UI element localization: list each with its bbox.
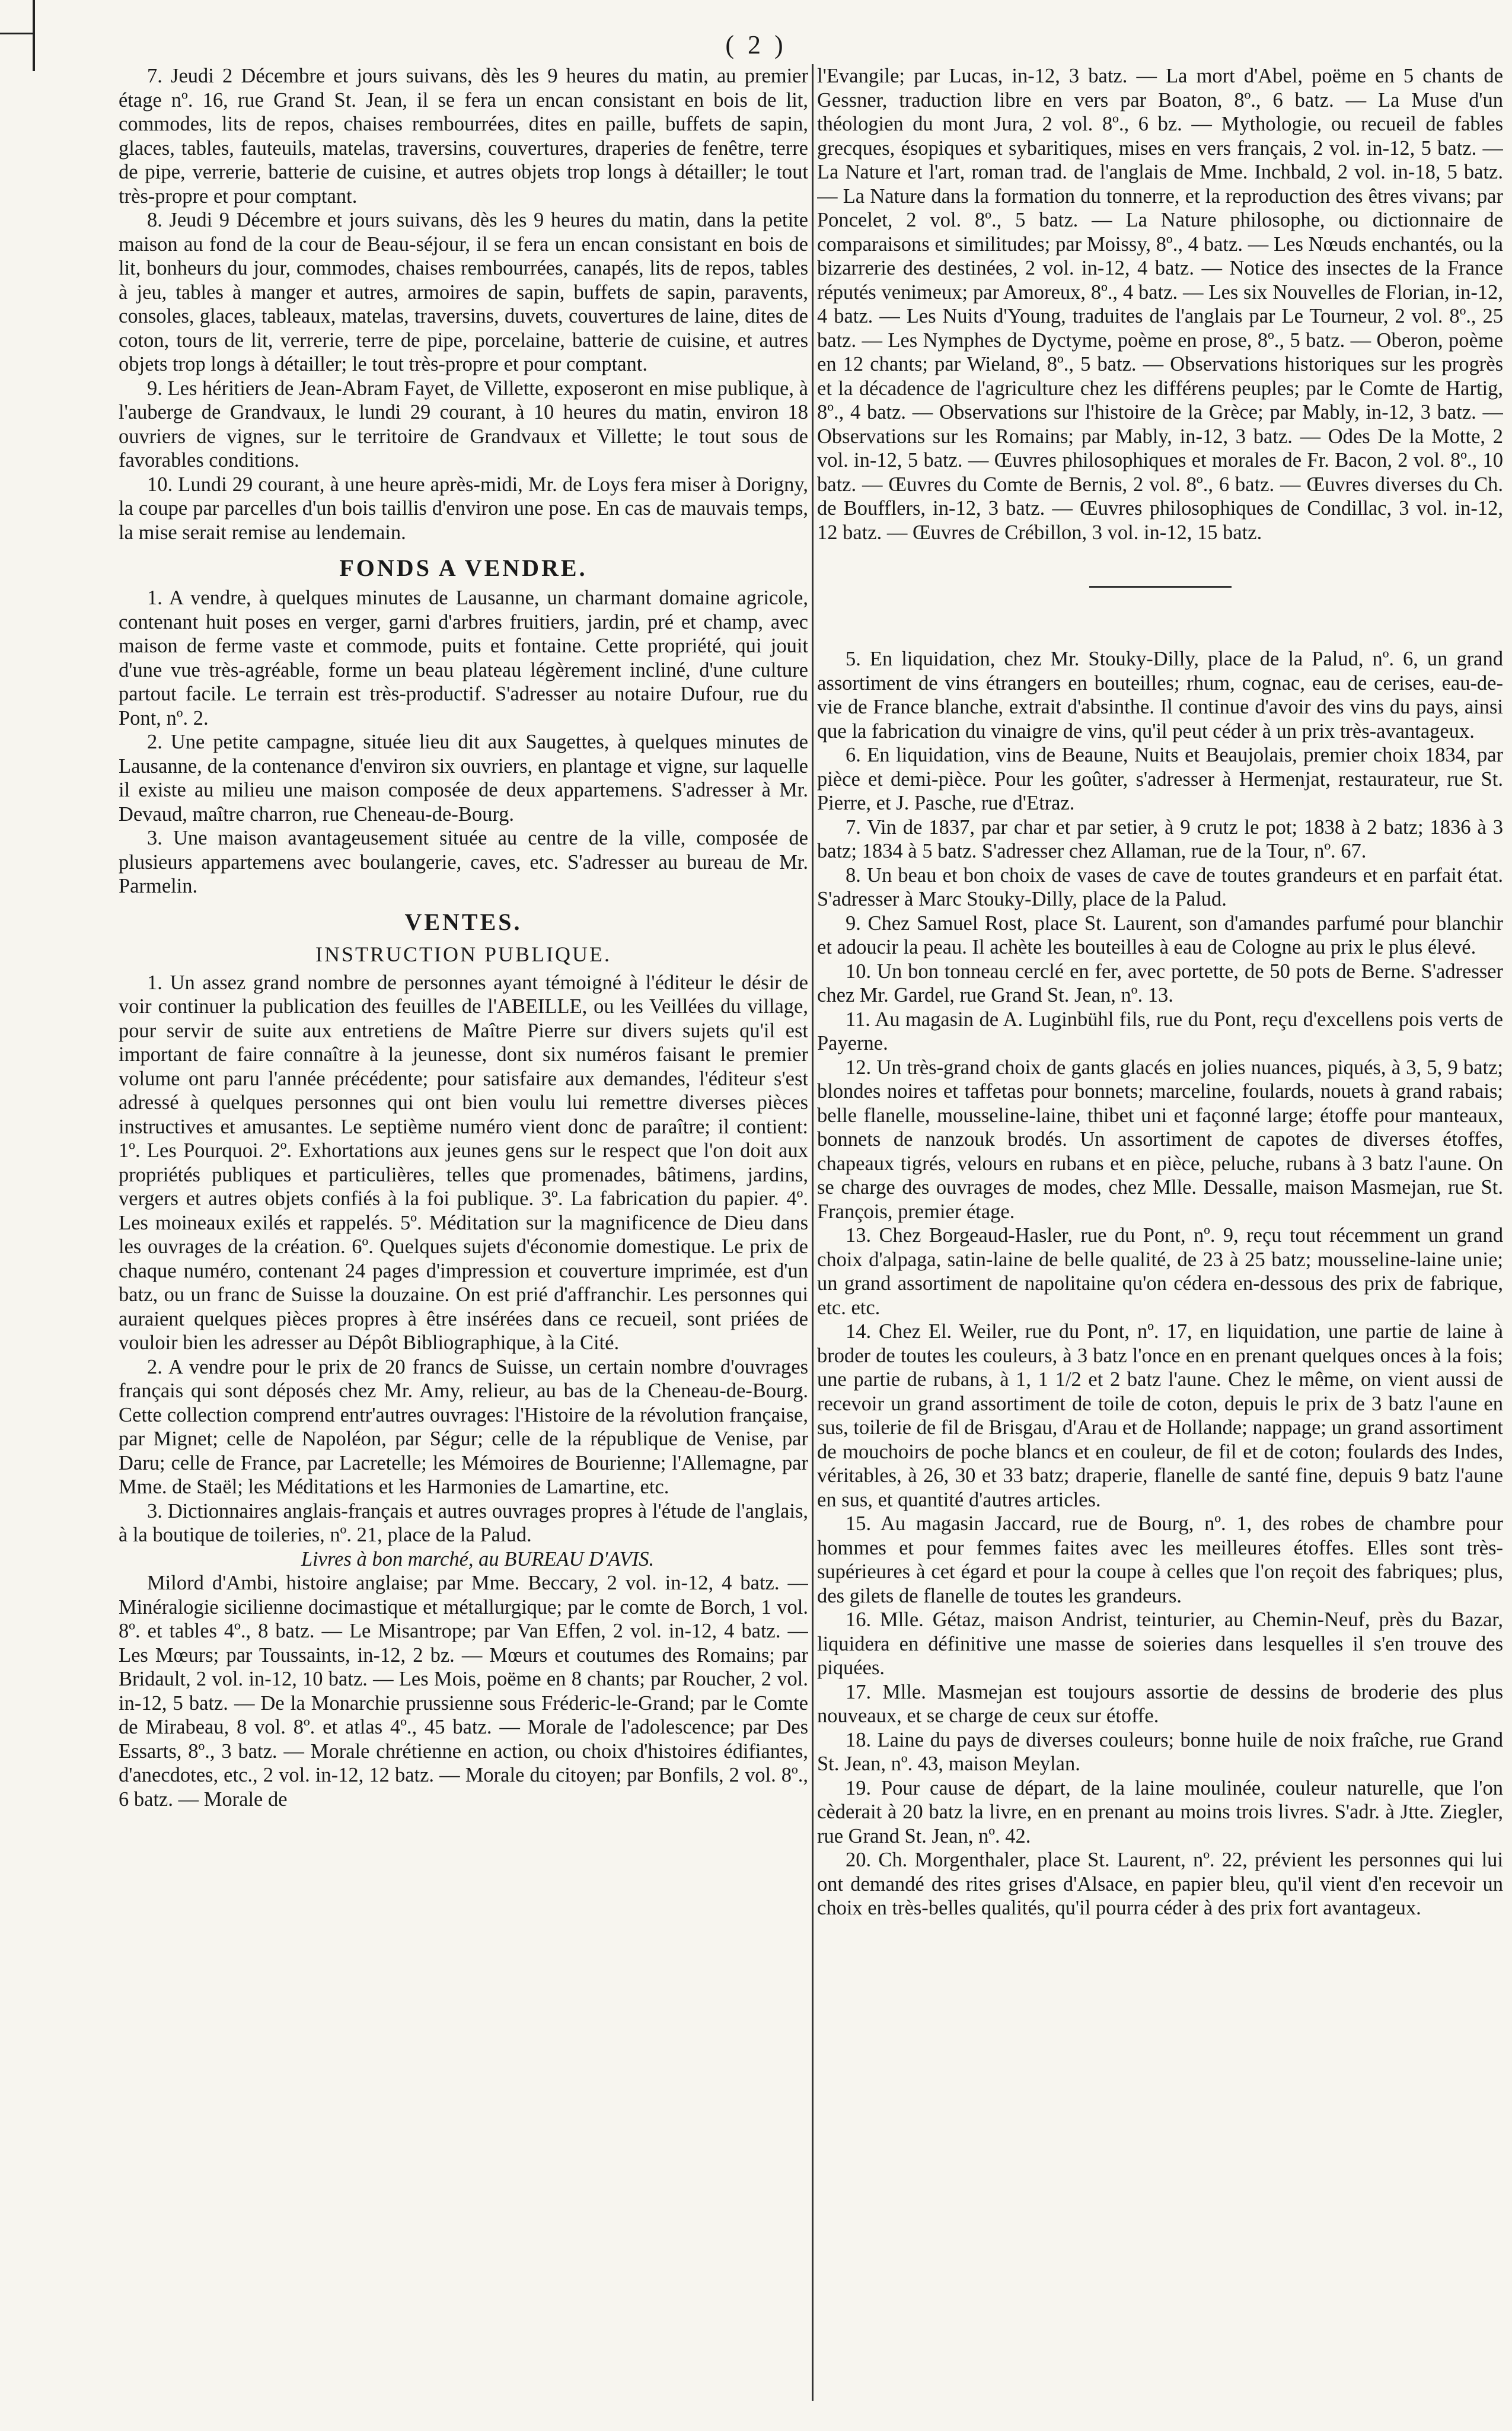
section-heading-ventes: VENTES.	[404, 908, 522, 935]
vente-16: 16. Mlle. Gétaz, maison Andrist, teinturier, au Chemin-Neuf, près du Bazar, liquidera en définitive une masse de soieries dans lesquelles il s'en trouve des piquées.	[817, 1608, 1503, 1679]
vente-11: 11. Au magasin de A. Luginbühl fils, rue du Pont, reçu d'excellens pois verts de Payerne.	[817, 1008, 1503, 1054]
notice-7: 7. Jeudi 2 Décembre et jours suivans, dès les 9 heures du matin, au premier étage nº. 16, rue Grand St. Jean, il se fera un encan consistant en bois de lit, commodes, lits de repos, chaises rembourrées, dites en paille, buffets de sapin, glaces, tables, fauteuils, matelas, traversins, couvertures, draperies de fenêtre, terre de pipe, verrerie, batterie de cuisine, et autres objets trop longs à détailler; le tout très-propre et pour comptant.	[119, 65, 808, 208]
fonds-2: 2. Une petite campagne, située lieu dit aux Saugettes, à quelques minutes de Lausanne, de la contenance d'environ six ouvriers, en plantage et vigne, sur laquelle il existe au milieu une maison composée de deux appartemens. S'adresser à Mr. Devaud, maître charron, rue Cheneau-de-Bourg.	[119, 731, 808, 826]
vente-20: 20. Ch. Morgenthaler, place St. Laurent, nº. 22, prévient les personnes qui lui ont demandé des rites grises d'Alsace, en papier bleu, qu'il vient d'en recevoir un choix en très-belles qualités, qu'il pourra céder à des prix fort avantageux.	[817, 1849, 1503, 1919]
vente-12: 12. Un très-grand choix de gants glacés en jolies nuances, piqués, à 3, 5, 9 batz; blondes noires et taffetas pour bonnets; marceline, foulards, nouets à grand rabais; belle flanelle, mousseline-laine, thibet uni et façonné large; étoffe pour manteaux, bonnets de nanzouk brodés. Un assortiment de capotes de diverses étoffes, chapeaux tigrés, velours en rubans et en pièce, peluche, rubans à 3 batz l'aune. On se charge des ouvrages de modes, chez Mlle. Dessalle, maison Masmejan, rue St. François, premier étage.	[817, 1056, 1503, 1223]
notice-9: 9. Les héritiers de Jean-Abram Fayet, de Villette, exposeront en mise publique, à l'auberge de Grandvaux, le lundi 29 courant, à 10 heures du matin, environ 18 ouvriers de vignes, sur le territoire de Grandvaux et Villette; le tout sous de favorables conditions.	[119, 377, 808, 471]
vente-8: 8. Un beau et bon choix de vases de cave de toutes grandeurs et en parfait état. S'adresser à Marc Stouky-Dilly, place de la Palud.	[817, 864, 1503, 910]
livres-heading: Livres à bon marché, au BUREAU D'AVIS.	[301, 1547, 655, 1570]
vente-13: 13. Chez Borgeaud-Hasler, rue du Pont, nº. 9, reçu tout récemment un grand choix d'alpaga, satin-laine de belle qualité, de 23 à 25 batz; mousseline-laine unie; un grand assortiment de napolitaine qu'on cédera en-dessous des prix de fabrique, etc. etc.	[817, 1224, 1503, 1319]
column-divider	[812, 64, 814, 2401]
vente-5: 5. En liquidation, chez Mr. Stouky-Dilly, place de la Palud, nº. 6, un grand assortiment de vins étrangers en bouteilles; rhum, cognac, eau de cerises, eau-de-vie de France blanche, extrait d'absinthe. Il continue d'avoir des vins du pays, ainsi que la fabrication du vinaigre de vins, qu'il peut céder à un prix très-avantageux.	[817, 648, 1503, 743]
notice-8: 8. Jeudi 9 Décembre et jours suivans, dès les 9 heures du matin, dans la petite maison au fond de la cour de Beau-séjour, il se fera un encan consistant en bois de lit, bonheurs du jour, commodes, chaises rembourrées, canapés, lits de repos, tables à jeu, tables à manger et autres, armoires de sapin, buffets de sapin, paravents, consoles, glaces, tableaux, matelas, traversins, duvets, couvertures de laine, dites de coton, tours de lit, verrerie, terre de pipe, porcelaine, batterie de cuisine, et autres objets trop longs à détailler; le tout très-propre et pour comptant.	[119, 209, 808, 375]
subheading-instruction: INSTRUCTION PUBLIQUE.	[315, 942, 611, 966]
left-column	[119, 64, 808, 2407]
section-heading-fonds: FONDS A VENDRE.	[339, 555, 588, 581]
right-column	[817, 64, 1503, 2407]
vente-7: 7. Vin de 1837, par char et par setier, à 9 crutz le pot; 1838 à 2 batz; 1836 à 3 batz; 1834 à 5 batz. S'adresser chez Allaman, rue de la Tour, nº. 67.	[817, 815, 1503, 862]
vente-10: 10. Un bon tonneau cerclé en fer, avec portette, de 50 pots de Berne. S'adresser chez Mr. Gardel, rue Grand St. Jean, nº. 13.	[817, 960, 1503, 1006]
scan-corner-mark	[0, 0, 35, 71]
ventes-1: 1. Un assez grand nombre de personnes ayant témoigné à l'éditeur le désir de voir continuer la publication des feuilles de l'ABEILLE, ou les Veillées du village, pour servir de suite aux entretiens de Maître Pierre sur divers sujets qu'il est important de faire connaître à la jeunesse, dont six numéros faisant le premier volume ont paru l'année précédente; pour satisfaire aux demandes, l'éditeur s'est adressé à quelques personnes qui ont bien voulu lui remettre diverses pièces instructives et amusantes. Le septième numéro vient donc de paraître; il contient: 1º. Les Pourquoi. 2º. Exhortations aux jeunes gens sur le respect que l'on doit aux propriétés publiques et particulières, telles que promenades, bâtimens, jardins, vergers et autres objets confiés à la foi publique. 3º. La fabrication du papier. 4º. Les moineaux exilés et rappelés. 5º. Méditation sur la magnificence de Dieu dans les ouvrages de la création. 6º. Quelques sujets d'économie domestique. Le prix de chaque numéro, contenant 24 pages d'impression et couverture imprimée, est d'un batz, ou un franc de Suisse la douzaine. On est prié d'affranchir. Les personnes qui auraient quelques pièces propres à être insérées dans ce recueil, sont priées de vouloir bien les adresser au Dépôt Bibliographique, à la Cité.	[119, 971, 808, 1354]
vente-19: 19. Pour cause de départ, de la laine moulinée, couleur naturelle, que l'on cèderait à 20 batz la livre, en en prenant au moins trois livres. S'adr. à Jtte. Ziegler, rue Grand St. Jean, nº. 42.	[817, 1776, 1503, 1847]
vente-15: 15. Au magasin Jaccard, rue de Bourg, nº. 1, des robes de chambre pour hommes et pour femmes faites avec les meilleures étoffes. Elles sont très-supérieures à cet égard et pour la coupe à celles que l'on reçoit des fabriques; plus, des gilets de flanelle de toutes les grandeurs.	[817, 1512, 1503, 1607]
ventes-3: 3. Dictionnaires anglais-français et autres ouvrages propres à l'étude de l'anglais, à la boutique de toileries, nº. 21, place de la Palud.	[119, 1499, 808, 1546]
vente-6: 6. En liquidation, vins de Beaune, Nuits et Beaujolais, premier choix 1834, par pièce et demi-pièce. Pour les goûter, s'adresser à Hermenjat, restaurateur, rue St. Pierre, et J. Pasche, rue d'Etraz.	[817, 744, 1503, 814]
vente-17: 17. Mlle. Masmejan est toujours assortie de dessins de broderie des plus nouveaux, et se charge de ceux sur étoffe.	[817, 1680, 1503, 1727]
livres-list: Milord d'Ambi, histoire anglaise; par Mme. Beccary, 2 vol. in-12, 4 batz. — Minéralogie sicilienne docimastique et métallurgique; par le comte de Borch, 1 vol. 8º. et tables 4º., 8 batz. — Le Misantrope; par Van Effen, 2 vol. in-12, 4 batz. — Les Mœurs; par Toussaints, in-12, 2 bz. — Mœurs et coutumes des Romains; par Bridault, 2 vol. in-12, 10 batz. — Les Mois, poëme en 8 chants; par Roucher, 2 vol. in-12, 5 batz. — De la Monarchie prussienne sous Fréderic-le-Grand; par le Comte de Mirabeau, 8 vol. 8º. et atlas 4º., 45 batz. — Morale de l'adolescence; par Des Essarts, 8º., 3 batz. — Morale chrétienne en action, ou choix d'histoires édifiantes, d'anecdotes, etc., 2 vol. in-12, 12 batz. — Morale du citoyen; par Bonfils, 2 vol. 8º., 6 batz. — Morale de	[119, 1572, 808, 1811]
page-number: ( 2 )	[725, 30, 787, 59]
vente-18: 18. Laine du pays de diverses couleurs; bonne huile de noix fraîche, rue Grand St. Jean, nº. 43, maison Meylan.	[817, 1728, 1503, 1775]
notice-10: 10. Lundi 29 courant, à une heure après-midi, Mr. de Loys fera miser à Dorigny, la coupe par parcelles d'un bois taillis d'environ une pose. En cas de mauvais temps, la mise serait remise au lendemain.	[119, 473, 808, 544]
ventes-2: 2. A vendre pour le prix de 20 francs de Suisse, un certain nombre d'ouvrages français qui sont déposés chez Mr. Amy, relieur, au bas de la Cheneau-de-Bourg. Cette collection comprend entr'autres ouvrages: l'Histoire de la révolution française, par Mignet; celle de Napoléon, par Ségur; celle de la république de Venise, par Daru; celle de France, par Lacretelle; les Mémoires de Bourienne; l'Allemagne, par Mme. de Staël; les Méditations et les Harmonies de Lamartine, etc.	[119, 1355, 808, 1498]
vente-14: 14. Chez El. Weiler, rue du Pont, nº. 17, en liquidation, une partie de laine à broder de toutes les couleurs, à 3 batz l'once en en prenant quelques onces à la fois; une partie de rubans, à 1, 1 1/2 et 2 batz l'aune. Chez le même, on vient aussi de recevoir un grand assortiment de toile de coton, depuis le prix de 3 batz l'aune en sus, toilerie de fil de Brisgau, d'Arau et de Hollande; nappage; un grand assortiment de mouchoirs de poche blancs et en couleur, de fil et de coton; foulards des Indes, véritables, à 26, 30 et 33 batz; draperie, flanelle de santé fine, depuis 9 batz l'aune en sus, et quantité d'autres articles.	[817, 1320, 1503, 1511]
fonds-3: 3. Une maison avantageusement située au centre de la ville, composée de plusieurs appartemens avec boulangerie, caves, etc. S'adresser au bureau de Mr. Parmelin.	[119, 827, 808, 897]
vente-9: 9. Chez Samuel Rost, place St. Laurent, son d'amandes parfumé pour blanchir et adoucir la peau. Il achète les bouteilles à eau de Cologne au prix le plus élevé.	[817, 912, 1503, 958]
fonds-1: 1. A vendre, à quelques minutes de Lausanne, un charmant domaine agricole, contenant huit poses en verger, garni d'arbres fruitiers, jardin, pré et champ, avec maison de ferme vaste et commode, puits et fontaine. Cette propriété, qui jouit d'une vue très-agréable, forme un beau plateau légèrement incliné, d'une culture partout facile. Le terrain est très-productif. S'adresser au notaire Dufour, rue du Pont, nº. 2.	[119, 587, 808, 729]
section-separator	[1089, 586, 1232, 588]
livres-list-continued: l'Evangile; par Lucas, in-12, 3 batz. — La mort d'Abel, poëme en 5 chants de Gessner, traduction libre en vers par Boaton, 8º., 6 batz. — La Muse d'un théologien du mont Jura, 2 vol. 8º., 6 bz. — Mythologie, ou recueil de fables grecques, ésopiques et sybaritiques, mises en vers français, 2 vol. in-12, 5 batz. — La Nature et l'art, roman trad. de l'anglais de Mme. Inchbald, 2 vol. in-18, 5 batz. — La Nature dans la formation du tonnerre, et la reproduction des êtres vivans; par Poncelet, 2 vol. 8º., 5 batz. — La Nature philosophe, ou dictionnaire de comparaisons et similitudes; par Moissy, 8º., 4 batz. — Les Nœuds enchantés, ou la bizarrerie des destinées, 2 vol. in-12, 4 batz. — Notice des insectes de la France réputés venimeux; par Amoreux, 8º., 4 batz. — Les six Nouvelles de Florian, in-12, 4 batz. — Les Nuits d'Young, traduites de l'anglais par Le Tourneur, 2 vol. 8º., 25 batz. — Les Nymphes de Dyctyme, poème en prose, 8º., 5 batz. — Oberon, poème en 12 chants; par Wieland, 8º., 5 batz. — Observations historiques sur les progrès et la décadence de l'agriculture chez les différens peuples; par le Comte de Hartig, 8º., 4 batz. — Observations sur l'histoire de la Grèce; par Mably, in-12, 3 batz. — Observations sur les Romains; par Mably, in-12, 3 batz. — Odes De la Motte, 2 vol. in-12, 5 batz. — Œuvres philosophiques et morales de Fr. Bacon, 2 vol. 8º., 10 batz. — Œuvres du Comte de Bernis, 2 vol. 8º., 6 batz. — Œuvres diverses du Ch. de Boufflers, in-12, 3 batz. — Œuvres philosophiques de Condillac, 3 vol. in-12, 12 batz. — Œuvres de Crébillon, 3 vol. in-12, 15 batz.	[817, 65, 1503, 544]
